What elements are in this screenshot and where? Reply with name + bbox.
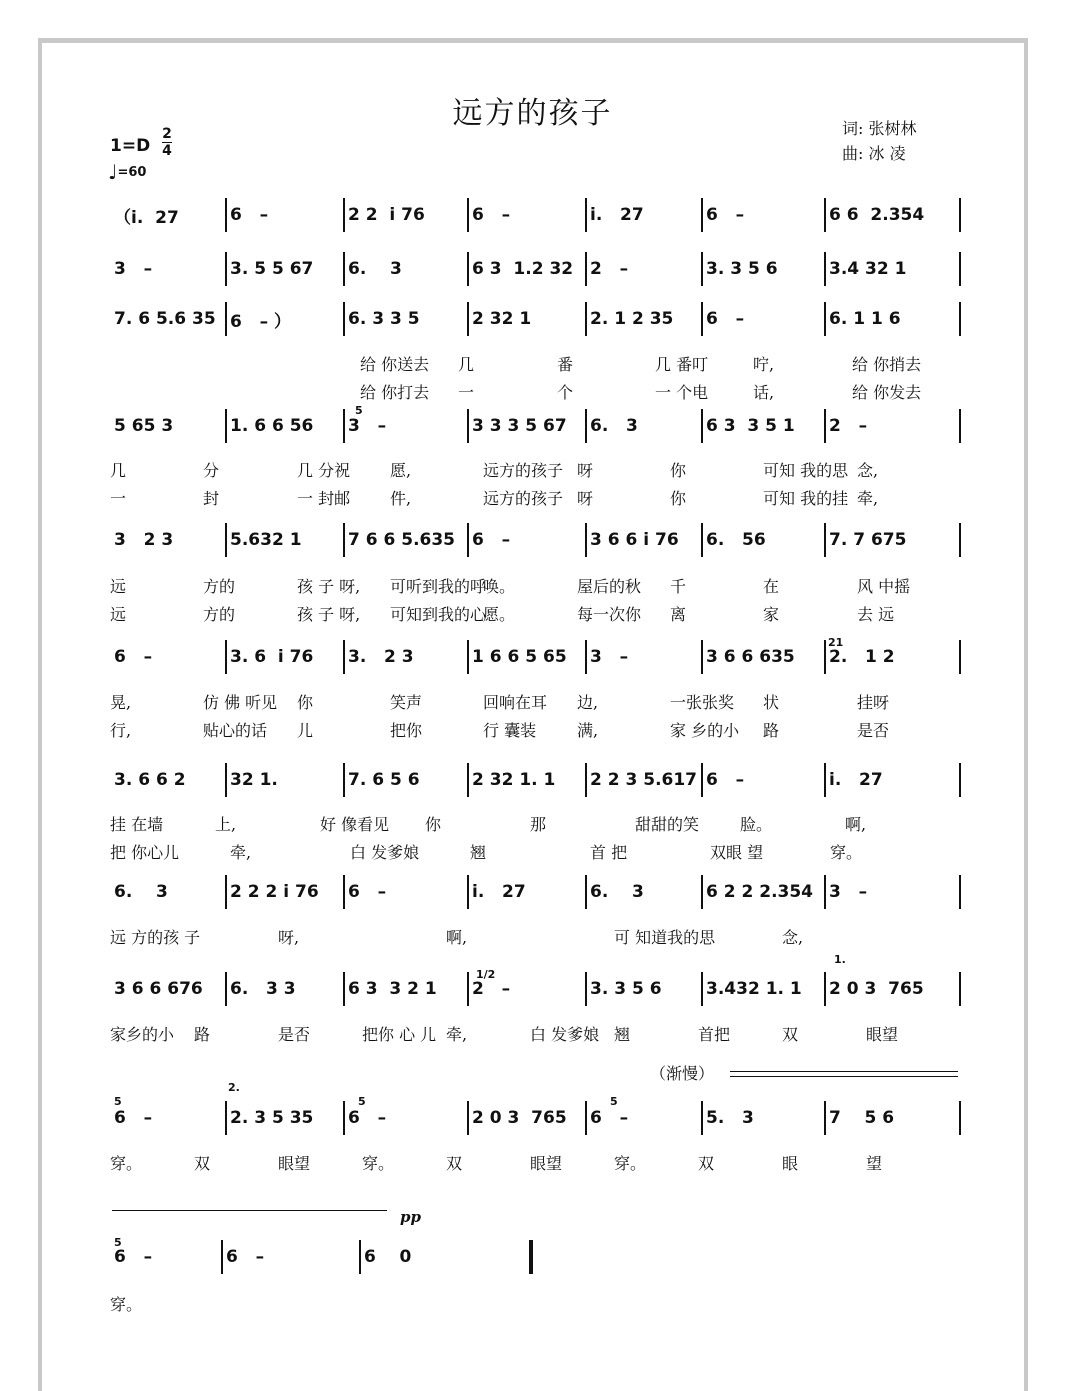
note-group: 2 2 2 i 76 <box>230 882 319 902</box>
lyric-syllable: 几 番叮 <box>655 355 709 374</box>
note-group: （i. 27 <box>114 207 179 228</box>
note-group: 2 0 3 765 <box>829 979 924 999</box>
ritardando-line-2 <box>730 1076 958 1077</box>
measure <box>702 409 825 443</box>
measure <box>344 198 468 232</box>
lyric-syllable: 双 <box>194 1154 211 1173</box>
tempo-value: =60 <box>117 165 147 180</box>
lyric-syllable: 孩 子 呀, <box>297 605 361 624</box>
lyric-syllable: 眼望 <box>278 1154 311 1173</box>
lyric-syllable: 把 你心儿 <box>110 843 180 862</box>
measure <box>468 302 586 336</box>
measure <box>586 302 702 336</box>
lyric-syllable: 方的 <box>203 605 236 624</box>
lyric-syllable: 呀 <box>577 489 594 508</box>
grace-marker: 5 <box>355 404 363 417</box>
measure <box>110 252 226 286</box>
note-group: 5 65 3 <box>114 416 174 436</box>
volta-bracket-2: 2. <box>228 1081 240 1094</box>
measure <box>825 1101 960 1135</box>
lyric-syllable: 念, <box>857 461 879 480</box>
note-group: 2 2 i 76 <box>348 205 425 225</box>
note-group: 3 6 6 635 <box>706 647 795 667</box>
lyric-syllable: 你 <box>297 693 314 712</box>
lyric-syllable: 一 <box>110 489 127 508</box>
lyric-syllable: 眼 <box>782 1154 799 1173</box>
note-group: 6 – <box>348 882 387 902</box>
measure <box>226 523 344 557</box>
lyric-syllable: 一张张奖 <box>670 693 735 712</box>
lyric-syllable: 给 你捎去 <box>852 355 922 374</box>
score-row <box>110 972 960 1006</box>
lyric-syllable: 穿。 <box>614 1154 647 1173</box>
measure <box>825 409 960 443</box>
lyric-syllable: 你 <box>670 489 687 508</box>
bar-line <box>959 523 961 557</box>
bar-line <box>959 640 961 674</box>
lyric-syllable: 翘 <box>470 843 487 862</box>
note-group: 3 – <box>114 259 153 279</box>
page-frame-right <box>1024 38 1028 1391</box>
measure <box>110 875 226 909</box>
lyric-syllable: 笑声 <box>390 693 423 712</box>
note-group: 3 – <box>348 416 387 436</box>
measure <box>825 252 960 286</box>
score-row <box>110 252 960 286</box>
measure <box>468 523 586 557</box>
lyric-syllable: 那 <box>530 815 547 834</box>
measure <box>468 1101 586 1135</box>
decrescendo-line <box>112 1210 387 1211</box>
note-group: 2 – <box>829 416 868 436</box>
measure <box>468 198 586 232</box>
dynamic-marking: pp <box>400 1208 421 1226</box>
note-group: i. 27 <box>590 205 644 225</box>
lyric-syllable: 给 你发去 <box>852 383 922 402</box>
measure <box>344 640 468 674</box>
lyric-syllable: 在 <box>763 577 780 596</box>
measure <box>825 972 960 1006</box>
note-group: 3.432 1. 1 <box>706 979 802 999</box>
measure <box>702 1101 825 1135</box>
lyric-syllable: 啊, <box>845 815 867 834</box>
score-row <box>110 302 960 336</box>
note-group: 7. 6 5 6 <box>348 770 420 790</box>
lyric-syllable: 边, <box>577 693 599 712</box>
tempo-change-mark: （渐慢） <box>650 1064 715 1083</box>
note-group: 6 3 3 5 1 <box>706 416 795 436</box>
lyric-syllable: 个 <box>557 383 574 402</box>
measure <box>226 972 344 1006</box>
grace-marker: 5 <box>114 1236 122 1249</box>
credits <box>842 116 916 166</box>
measure <box>702 763 825 797</box>
note-group: 6 – <box>348 1108 387 1128</box>
measure <box>586 252 702 286</box>
note-group: 6 – ） <box>230 311 292 332</box>
lyric-syllable: 远 <box>110 605 127 624</box>
note-group: 2. 1 2 <box>829 647 895 667</box>
note-group: 2. 3 5 35 <box>230 1108 314 1128</box>
measure <box>110 302 226 336</box>
measure <box>344 763 468 797</box>
measure <box>226 763 344 797</box>
grace-marker: 21 <box>828 636 844 649</box>
measure <box>825 763 960 797</box>
score-row <box>110 1240 960 1274</box>
note-group: 3. 6 6 2 <box>114 770 186 790</box>
ritardando-line <box>730 1071 958 1072</box>
note-group: 6 – <box>114 1247 153 1267</box>
measure <box>825 640 960 674</box>
measure <box>468 640 586 674</box>
score-row <box>110 1101 960 1135</box>
measure <box>468 763 586 797</box>
measure <box>226 252 344 286</box>
lyric-syllable: 晃, <box>110 693 132 712</box>
measure <box>586 409 702 443</box>
measure <box>226 198 344 232</box>
note-group: 6 2 2 2.354 <box>706 882 814 902</box>
lyric-syllable: 牵, <box>857 489 879 508</box>
score-row <box>110 409 960 443</box>
note-group: 6. 1 1 6 <box>829 309 901 329</box>
lyric-syllable: 封 <box>203 489 220 508</box>
lyric-syllable: 屋后的秋 <box>577 577 642 596</box>
measure <box>468 252 586 286</box>
measure <box>110 409 226 443</box>
lyric-syllable: 家 乡的小 <box>670 721 740 740</box>
lyric-syllable: 可知到我的心 <box>390 605 487 624</box>
measure <box>468 875 586 909</box>
measure <box>468 409 586 443</box>
note-group: 6 – <box>706 770 745 790</box>
bar-line <box>959 198 961 232</box>
lyric-syllable: 望 <box>866 1154 883 1173</box>
lyric-syllable: 每一次你 <box>577 605 642 624</box>
note-group: 6 3 1.2 32 <box>472 259 574 279</box>
lyric-syllable: 可知 我的挂 <box>763 489 849 508</box>
note-group: 7. 7 675 <box>829 530 907 550</box>
lyric-syllable: 首把 <box>698 1025 731 1044</box>
lyricist: 词: 张树林 <box>842 119 917 138</box>
lyric-syllable: 贴心的话 <box>203 721 268 740</box>
page-frame-left <box>38 38 42 1391</box>
bar-line <box>959 252 961 286</box>
note-group: 6 0 <box>364 1247 412 1267</box>
note-group: 6 – <box>590 1108 629 1128</box>
measure <box>586 763 702 797</box>
measure <box>586 640 702 674</box>
time-signature <box>162 126 172 159</box>
lyric-syllable: 分 <box>203 461 220 480</box>
measure <box>226 409 344 443</box>
lyric-syllable: 牵, <box>446 1025 468 1044</box>
bar-line <box>959 875 961 909</box>
note-group: 3. 3 5 6 <box>706 259 778 279</box>
score-row <box>110 523 960 557</box>
lyric-syllable: 远 <box>110 577 127 596</box>
page-frame-top <box>38 38 1028 43</box>
key-signature: 1=D <box>110 136 151 156</box>
bar-line <box>959 763 961 797</box>
lyric-syllable: 是否 <box>278 1025 311 1044</box>
measure <box>586 875 702 909</box>
lyric-syllable: 你 <box>670 461 687 480</box>
grace-marker: 1. <box>834 953 846 966</box>
measure <box>344 875 468 909</box>
lyric-syllable: 几 <box>110 461 127 480</box>
note-group: 6 6 2.354 <box>829 205 925 225</box>
lyric-syllable: 双 <box>446 1154 463 1173</box>
lyric-syllable: 翘 <box>614 1025 631 1044</box>
note-group: i. 27 <box>829 770 883 790</box>
note-group: 5. 3 <box>706 1108 754 1128</box>
lyric-syllable: 孩 子 呀, <box>297 577 361 596</box>
lyric-syllable: 家乡的小 <box>110 1025 175 1044</box>
bar-line <box>959 302 961 336</box>
lyric-syllable: 一 个电 <box>655 383 709 402</box>
lyric-syllable: 番 <box>557 355 574 374</box>
measure <box>110 1240 222 1274</box>
note-group: 6. 3 3 5 <box>348 309 420 329</box>
lyric-syllable: 仿 佛 听见 <box>203 693 278 712</box>
lyric-syllable: 眼望 <box>530 1154 563 1173</box>
lyric-syllable: 几 分祝 <box>297 461 351 480</box>
lyric-syllable: 啊, <box>446 928 468 947</box>
lyric-syllable: 给 你送去 <box>360 355 430 374</box>
measure <box>344 252 468 286</box>
note-group: 6 – <box>114 1108 153 1128</box>
note-group: 3. 2 3 <box>348 647 414 667</box>
lyric-syllable: 挂呀 <box>857 693 890 712</box>
measure <box>226 302 344 336</box>
note-group: 2. 1 2 35 <box>590 309 674 329</box>
note-group: 3. 6 i 76 <box>230 647 314 667</box>
measure <box>226 875 344 909</box>
measure <box>702 302 825 336</box>
note-group: 2 – <box>472 979 511 999</box>
note-group: 3. 5 5 67 <box>230 259 314 279</box>
note-group: 7. 6 5.6 35 <box>114 309 216 329</box>
measure <box>825 523 960 557</box>
note-group: 3 6 6 676 <box>114 979 203 999</box>
score-row <box>110 763 960 797</box>
lyric-syllable: 你 <box>425 815 442 834</box>
lyric-syllable: 家 <box>763 605 780 624</box>
lyric-syllable: 一 <box>458 383 475 402</box>
measure <box>226 1101 344 1135</box>
note-group: 6. 3 <box>590 882 644 902</box>
measure <box>360 1240 530 1274</box>
quarter-note-icon: ♩ <box>108 160 118 184</box>
measure <box>586 972 702 1006</box>
lyric-syllable: 呀, <box>278 928 300 947</box>
measure <box>110 1101 226 1135</box>
measure <box>110 523 226 557</box>
score-row <box>110 198 960 232</box>
time-bottom: 4 <box>162 143 172 159</box>
note-group: 6 – <box>230 205 269 225</box>
measure <box>110 763 226 797</box>
note-group: 6 – <box>114 647 153 667</box>
measure <box>110 972 226 1006</box>
measure <box>825 875 960 909</box>
lyric-syllable: 白 发爹娘 <box>350 843 420 862</box>
measure <box>586 1101 702 1135</box>
note-group: 7 5 6 <box>829 1108 895 1128</box>
measure <box>702 640 825 674</box>
measure <box>702 252 825 286</box>
lyric-syllable: 风 中摇 <box>857 577 911 596</box>
lyric-syllable: 千 <box>670 577 687 596</box>
note-group: 6. 3 <box>590 416 638 436</box>
grace-marker: 5 <box>610 1095 618 1108</box>
lyric-syllable: 穿。 <box>362 1154 395 1173</box>
measure <box>344 523 468 557</box>
note-group: 6. 3 3 <box>230 979 296 999</box>
measure <box>110 640 226 674</box>
note-group: 2 0 3 765 <box>472 1108 567 1128</box>
bar-line <box>529 1240 533 1274</box>
note-group: 3.4 32 1 <box>829 259 907 279</box>
lyric-syllable: 牵, <box>230 843 252 862</box>
note-group: 6 – <box>226 1247 265 1267</box>
lyric-syllable: 方的 <box>203 577 236 596</box>
bar-line <box>959 972 961 1006</box>
lyric-syllable: 双眼 望 <box>710 843 764 862</box>
note-group: 1. 6 6 56 <box>230 416 314 436</box>
measure <box>344 972 468 1006</box>
lyric-syllable: 路 <box>194 1025 211 1044</box>
lyric-syllable: 一 封邮 <box>297 489 351 508</box>
lyric-syllable: 状 <box>763 693 780 712</box>
note-group: 5.632 1 <box>230 530 302 550</box>
lyric-syllable: 首 把 <box>590 843 628 862</box>
lyric-syllable: 话, <box>753 383 775 402</box>
measure <box>226 640 344 674</box>
lyric-syllable: 儿 <box>297 721 314 740</box>
note-group: 3 6 6 i 76 <box>590 530 679 550</box>
measure <box>702 523 825 557</box>
note-group: 2 32 1 <box>472 309 532 329</box>
lyric-syllable: 把你 <box>390 721 423 740</box>
note-group: 6. 56 <box>706 530 766 550</box>
lyric-syllable: 几 <box>458 355 475 374</box>
note-group: i. 27 <box>472 882 526 902</box>
lyric-syllable: 白 发爹娘 <box>530 1025 600 1044</box>
lyric-syllable: 满, <box>577 721 599 740</box>
lyric-syllable: 件, <box>390 489 412 508</box>
note-group: 3. 3 5 6 <box>590 979 662 999</box>
lyric-syllable: 远方的孩子 <box>483 461 564 480</box>
grace-marker: 5 <box>114 1095 122 1108</box>
measure <box>825 302 960 336</box>
lyric-syllable: 穿。 <box>830 843 863 862</box>
grace-marker: 5 <box>358 1095 366 1108</box>
lyric-syllable: 远方的孩子 <box>483 489 564 508</box>
note-group: 6. 3 <box>114 882 168 902</box>
lyric-syllable: 上, <box>215 815 237 834</box>
note-group: 6 – <box>706 205 745 225</box>
measure <box>586 198 702 232</box>
lyric-syllable: 行, <box>110 721 132 740</box>
measure <box>825 198 960 232</box>
note-group: 2 32 1. 1 <box>472 770 556 790</box>
measure <box>702 972 825 1006</box>
lyric-syllable: 咛, <box>753 355 775 374</box>
measure <box>222 1240 360 1274</box>
lyric-syllable: 行 囊装 <box>483 721 537 740</box>
lyric-syllable: 回响在耳 <box>483 693 548 712</box>
composer: 曲: 冰 凌 <box>842 144 906 163</box>
lyric-syllable: 脸。 <box>740 815 773 834</box>
lyric-syllable: 挂 在墙 <box>110 815 164 834</box>
note-group: 3 – <box>829 882 868 902</box>
note-group: 2 2 3 5.617 <box>590 770 698 790</box>
lyric-syllable: 穿。 <box>110 1154 143 1173</box>
lyric-syllable: 愿。 <box>483 605 516 624</box>
note-group: 3 2 3 <box>114 530 174 550</box>
measure <box>110 198 226 232</box>
measure <box>344 302 468 336</box>
lyric-syllable: 远 方的孩 子 <box>110 928 201 947</box>
tempo-marking <box>108 160 146 184</box>
score-row <box>110 875 960 909</box>
measure <box>702 198 825 232</box>
note-group: 32 1. <box>230 770 278 790</box>
lyric-syllable: 愿, <box>390 461 412 480</box>
lyric-syllable: 是否 <box>857 721 890 740</box>
lyric-syllable: 可知 我的思 <box>763 461 849 480</box>
note-group: 2 – <box>590 259 629 279</box>
note-group: 6 – <box>472 205 511 225</box>
lyric-syllable: 眼望 <box>866 1025 899 1044</box>
lyric-syllable: 穿。 <box>110 1295 143 1314</box>
lyric-syllable: 路 <box>763 721 780 740</box>
lyric-syllable: 唤。 <box>483 577 516 596</box>
lyric-syllable: 离 <box>670 605 687 624</box>
lyric-syllable: 给 你打去 <box>360 383 430 402</box>
measure <box>702 875 825 909</box>
lyric-syllable: 可 知道我的思 <box>614 928 716 947</box>
bar-line <box>959 409 961 443</box>
lyric-syllable: 双 <box>782 1025 799 1044</box>
lyric-syllable: 可听到我的呼 <box>390 577 487 596</box>
time-top: 2 <box>162 126 172 142</box>
note-group: 6. 3 <box>348 259 402 279</box>
lyric-syllable: 呀 <box>577 461 594 480</box>
bar-line <box>959 1101 961 1135</box>
note-group: 6 3 3 2 1 <box>348 979 437 999</box>
lyric-syllable: 好 像看见 <box>320 815 390 834</box>
note-group: 3 – <box>590 647 629 667</box>
song-title: 远方的孩子 <box>452 96 613 131</box>
note-group: 7 6 6 5.635 <box>348 530 456 550</box>
note-group: 6 – <box>706 309 745 329</box>
note-group: 6 – <box>472 530 511 550</box>
lyric-syllable: 把你 心 儿 <box>362 1025 437 1044</box>
lyric-syllable: 双 <box>698 1154 715 1173</box>
note-group: 3 3 3 5 67 <box>472 416 567 436</box>
lyric-syllable: 甜甜的笑 <box>635 815 700 834</box>
grace-marker: 1/2 <box>476 968 496 981</box>
lyric-syllable: 去 远 <box>857 605 895 624</box>
measure <box>586 523 702 557</box>
lyric-syllable: 念, <box>782 928 804 947</box>
note-group: 1 6 6 5 65 <box>472 647 567 667</box>
